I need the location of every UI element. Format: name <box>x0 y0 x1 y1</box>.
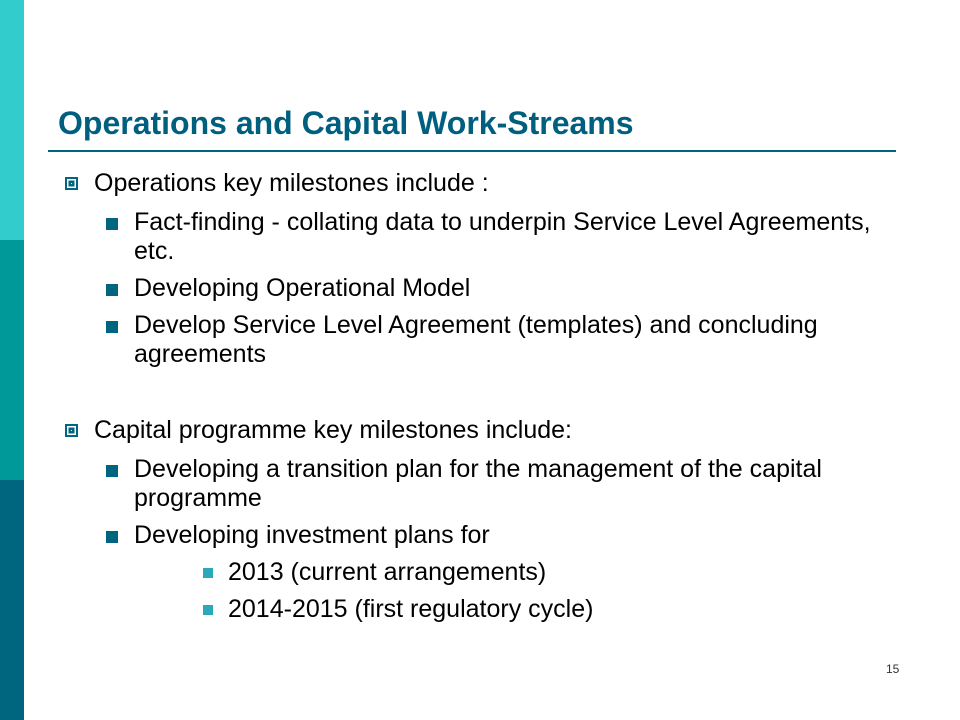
list-item <box>60 311 900 369</box>
section-heading-operations <box>60 168 900 198</box>
square-bullet-icon <box>106 321 118 333</box>
hollow-square-bullet-icon <box>65 424 78 437</box>
list-item <box>60 208 900 266</box>
small-square-bullet-icon <box>203 605 213 615</box>
slide-content <box>60 168 900 632</box>
list-item-text: Developing investment plans for <box>134 521 490 549</box>
title-underline <box>48 150 896 152</box>
section-spacer <box>60 377 900 415</box>
square-bullet-icon <box>106 284 118 296</box>
list-item-text: Developing Operational Model <box>134 274 471 302</box>
accent-strip-middle <box>0 240 24 480</box>
sub-list-item-text: 2014-2015 (first regulatory cycle) <box>228 595 594 623</box>
accent-strip-bottom <box>0 480 24 720</box>
slide-title: Operations and Capital Work-Streams <box>58 105 634 141</box>
square-bullet-icon <box>106 218 118 230</box>
hollow-square-bullet-icon <box>65 177 78 190</box>
square-bullet-icon <box>106 531 118 543</box>
list-item-text: Develop Service Level Agreement (templates) and concluding agreements <box>134 311 818 368</box>
list-item <box>60 455 900 513</box>
list-item-text: Developing a transition plan for the management of the capital programme <box>134 455 822 512</box>
sub-list-item <box>60 595 900 624</box>
page-number: 15 <box>886 662 900 676</box>
section-heading-capital <box>60 415 900 445</box>
list-item <box>60 274 900 303</box>
sub-list-item <box>60 558 900 587</box>
accent-strip-top <box>0 0 24 240</box>
section-heading-text: Operations key milestones include : <box>94 169 489 197</box>
section-heading-text: Capital programme key milestones include: <box>94 416 572 444</box>
sub-list-item-text: 2013 (current arrangements) <box>228 558 547 586</box>
list-item-text: Fact-finding - collating data to underpin Service Level Agreements, etc. <box>134 208 871 265</box>
square-bullet-icon <box>106 465 118 477</box>
small-square-bullet-icon <box>203 568 213 578</box>
list-item <box>60 521 900 550</box>
